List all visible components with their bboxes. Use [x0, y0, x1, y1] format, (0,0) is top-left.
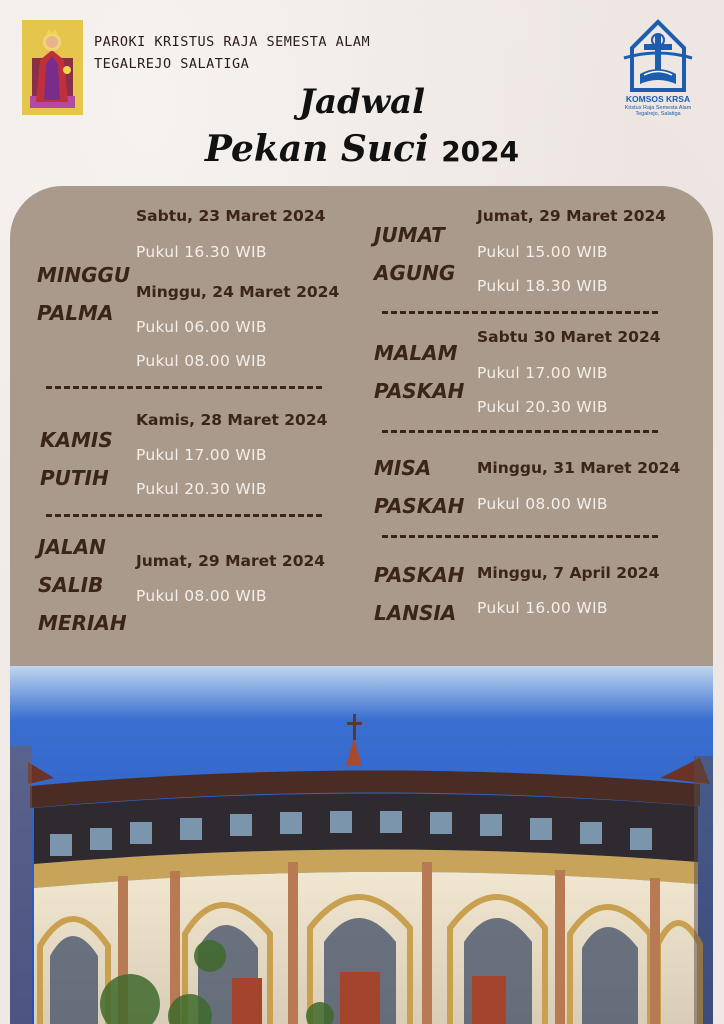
divider	[382, 311, 658, 314]
event-time: Pukul 08.00 WIB	[136, 587, 267, 605]
event-date: Jumat, 29 Maret 2024	[136, 552, 326, 570]
event-line: MERIAH	[38, 611, 127, 635]
event-time: Pukul 17.00 WIB	[136, 446, 267, 464]
event-date: Minggu, 7 April 2024	[477, 564, 660, 582]
parish-name-line2: TEGALREJO SALATIGA	[94, 56, 250, 72]
event-time: Pukul 18.30 WIB	[477, 277, 608, 295]
event-line: SALIB	[38, 573, 104, 597]
event-date: Sabtu 30 Maret 2024	[477, 328, 661, 346]
komsos-logo-subtitle-line2: Tegalrejo, Salatiga	[635, 111, 681, 117]
schedule-card	[10, 186, 713, 666]
event-time: Pukul 20.30 WIB	[477, 398, 608, 416]
event-time: Pukul 15.00 WIB	[477, 243, 608, 261]
event-time: Pukul 08.00 WIB	[136, 352, 267, 370]
event-name-jalan-salib-meriah	[38, 528, 127, 642]
event-time: Pukul 16.30 WIB	[136, 243, 267, 261]
title-line2	[0, 128, 724, 170]
event-name-misa-paskah	[374, 449, 464, 525]
title-line1: Jadwal	[298, 82, 426, 122]
title-year: 2024	[441, 135, 520, 168]
event-line: MISA	[374, 456, 432, 480]
divider	[382, 430, 658, 433]
event-date: Minggu, 24 Maret 2024	[136, 283, 340, 301]
event-line: JALAN	[38, 535, 106, 559]
event-name-paskah-lansia	[374, 556, 464, 632]
event-line: MINGGU	[37, 263, 131, 287]
divider	[382, 535, 658, 538]
event-name-kamis-putih	[40, 421, 113, 497]
event-date: Minggu, 31 Maret 2024	[477, 459, 681, 477]
parish-name-line1: PAROKI KRISTUS RAJA SEMESTA ALAM	[94, 34, 371, 50]
divider	[46, 386, 322, 389]
event-line: MALAM	[374, 341, 458, 365]
event-line: JUMAT	[374, 223, 445, 247]
parish-name	[94, 31, 370, 75]
event-time: Pukul 08.00 WIB	[477, 495, 608, 513]
title-main: Pekan Suci	[204, 128, 429, 170]
event-line: PASKAH	[374, 563, 465, 587]
event-time: Pukul 20.30 WIB	[136, 480, 267, 498]
divider	[46, 514, 322, 517]
event-line: PASKAH	[374, 494, 465, 518]
event-time: Pukul 06.00 WIB	[136, 318, 267, 336]
komsos-logo-name: KOMSOS KRSA	[625, 94, 691, 104]
event-line: PALMA	[37, 301, 114, 325]
komsos-logo-subtitle-line1: Kristus Raja Semesta Alam	[624, 105, 692, 111]
event-line: PUTIH	[40, 466, 109, 490]
event-date: Sabtu, 23 Maret 2024	[136, 207, 326, 225]
event-date: Kamis, 28 Maret 2024	[136, 411, 328, 429]
event-line: KAMIS	[40, 428, 113, 452]
event-time: Pukul 17.00 WIB	[477, 364, 608, 382]
event-time: Pukul 16.00 WIB	[477, 599, 608, 617]
event-name-malam-paskah	[374, 334, 464, 410]
event-date: Jumat, 29 Maret 2024	[477, 207, 667, 225]
event-line: AGUNG	[374, 261, 456, 285]
church-building-photo	[10, 666, 713, 1024]
event-line: PASKAH	[374, 379, 465, 403]
event-name-minggu-palma	[37, 256, 130, 332]
event-line: LANSIA	[374, 601, 457, 625]
event-name-jumat-agung	[374, 216, 455, 292]
